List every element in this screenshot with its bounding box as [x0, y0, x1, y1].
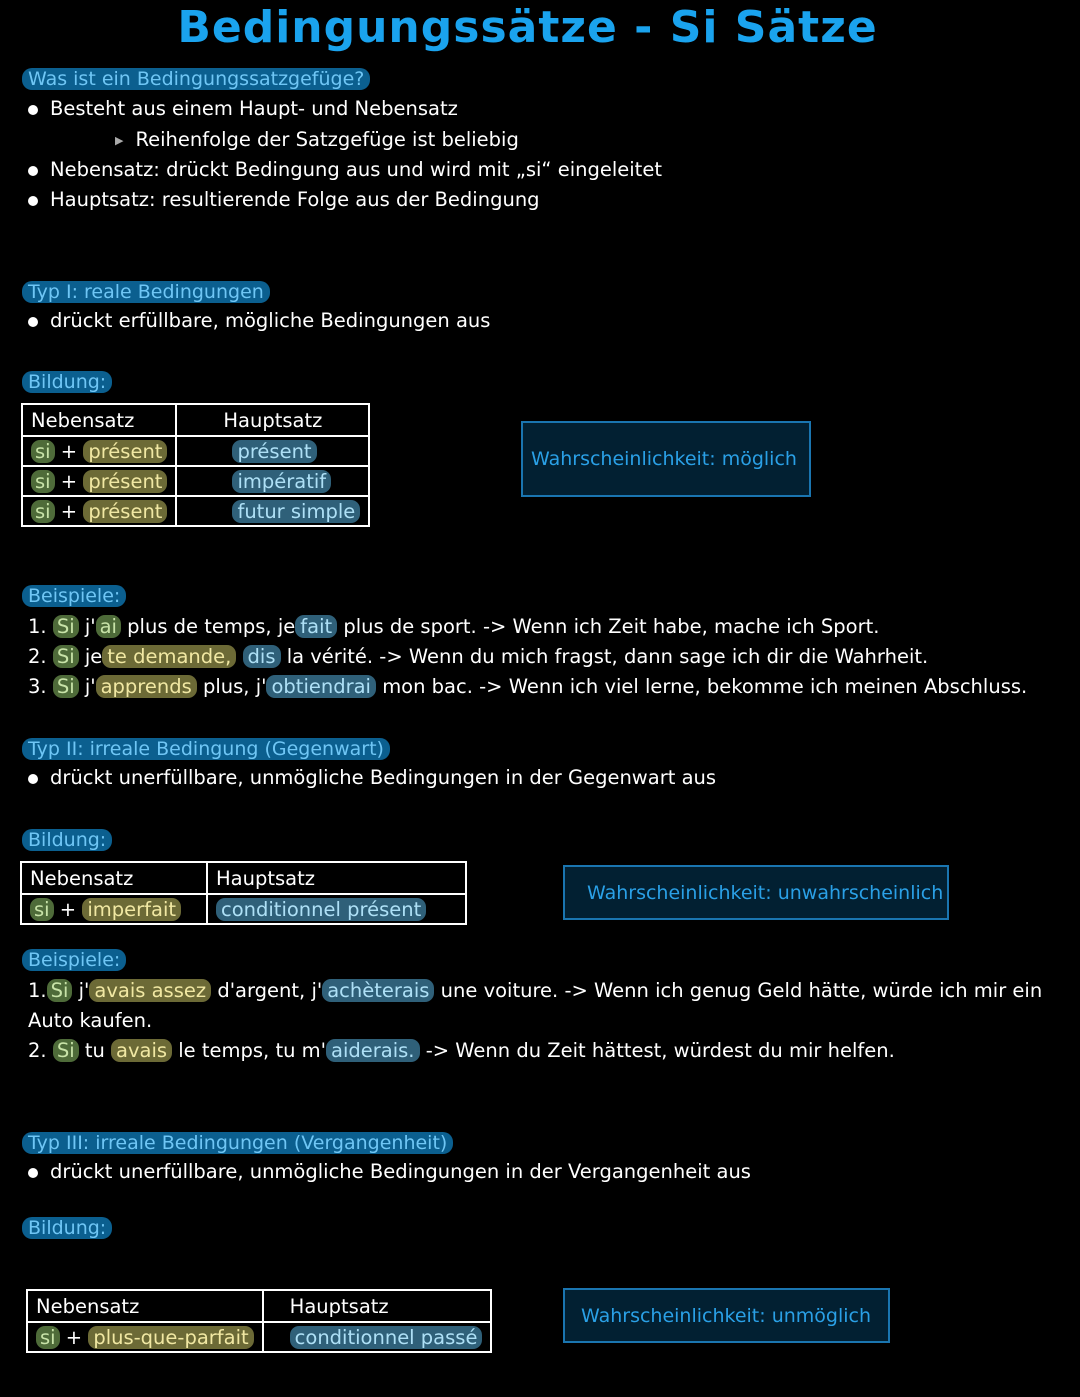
page-title: Bedingungssätze - Si Sätze: [177, 2, 878, 53]
typ3-formation-table: [26, 1289, 492, 1353]
bildung-label: Bildung:: [22, 1217, 112, 1239]
header-nebensatz: Nebensatz: [27, 1290, 263, 1322]
header-nebensatz: Nebensatz: [21, 862, 207, 894]
table-row: [21, 894, 466, 924]
probability-box-typ1: Wahrscheinlichkeit: möglich: [521, 421, 811, 497]
example-line-continuation: Auto kaufen.: [28, 1009, 153, 1032]
table-header-row: [22, 404, 369, 436]
probability-box-typ2: Wahrscheinlichkeit: unwahrscheinlich: [563, 865, 949, 920]
probability-box-typ3: Wahrscheinlichkeit: unmöglich: [563, 1288, 890, 1343]
triangle-bullet-icon: ▶: [115, 133, 124, 147]
nebensatz-cell: si + présent: [22, 436, 176, 466]
bildung-label: Bildung:: [22, 829, 112, 851]
intro-point: Hauptsatz: resultierende Folge aus der Bedingung: [28, 187, 540, 213]
bildung-label: Bildung:: [22, 371, 112, 393]
hauptsatz-cell: futur simple: [176, 496, 369, 526]
header-hauptsatz: Hauptsatz: [263, 1290, 492, 1322]
typ1-description: drückt erfüllbare, mögliche Bedingungen aus: [28, 308, 490, 334]
hauptsatz-cell: impératif: [176, 466, 369, 496]
example-line: 1. Si j' ai plus de temps, je fait plus de sport. -> Wenn ich Zeit habe, mache ich Sport.: [28, 615, 880, 638]
example-line: 2. Si je te demande, dis la vérité. -> Wenn du mich fragst, dann sage ich dir die Wahrheit.: [28, 645, 929, 668]
nebensatz-cell: si + plus-que-parfait: [27, 1322, 263, 1352]
section-heading-intro: Was ist ein Bedingungssatzgefüge?: [22, 68, 370, 90]
table-row: [22, 466, 369, 496]
example-line: 2. Si tu avais le temps, tu m' aiderais. -> Wenn du Zeit hättest, würdest du mir helfen.: [28, 1039, 895, 1062]
example-line: 1. Si j' avais assez d'argent, j' achèterais une voiture. -> Wenn ich genug Geld hätte, würde ich mir ein: [28, 979, 1043, 1002]
hauptsatz-cell: présent: [176, 436, 369, 466]
table-row: [22, 496, 369, 526]
intro-subpoint: ▶ Reihenfolge der Satzgefüge ist beliebig: [115, 128, 519, 151]
section-heading-typ3: Typ III: irreale Bedingungen (Vergangenheit): [22, 1132, 453, 1154]
typ2-formation-table: [20, 861, 467, 925]
table-header-row: [27, 1290, 491, 1322]
hauptsatz-cell: conditionnel passé: [263, 1322, 492, 1352]
header-hauptsatz: Hauptsatz: [207, 862, 466, 894]
beispiele-label: Beispiele:: [22, 585, 126, 607]
section-heading-typ2: Typ II: irreale Bedingung (Gegenwart): [22, 738, 390, 760]
example-line: 3. Si j' apprends plus, j' obtiendrai mon bac. -> Wenn ich viel lerne, bekomme ich meinen Abschluss.: [28, 675, 1028, 698]
nebensatz-cell: si + imperfait: [21, 894, 207, 924]
table-header-row: [21, 862, 466, 894]
section-heading-typ1: Typ I: reale Bedingungen: [22, 281, 270, 303]
table-row: [27, 1322, 491, 1352]
beispiele-label: Beispiele:: [22, 949, 126, 971]
header-hauptsatz: Hauptsatz: [176, 404, 369, 436]
nebensatz-cell: si + présent: [22, 466, 176, 496]
hauptsatz-cell: conditionnel présent: [207, 894, 466, 924]
nebensatz-cell: si + présent: [22, 496, 176, 526]
typ3-description: drückt unerfüllbare, unmögliche Bedingungen in der Vergangenheit aus: [28, 1159, 751, 1185]
intro-point: Besteht aus einem Haupt- und Nebensatz: [28, 96, 458, 122]
table-row: [22, 436, 369, 466]
intro-point: Nebensatz: drückt Bedingung aus und wird mit „si“ eingeleitet: [28, 157, 662, 183]
header-nebensatz: Nebensatz: [22, 404, 176, 436]
typ1-formation-table: [21, 403, 370, 527]
typ2-description: drückt unerfüllbare, unmögliche Bedingungen in der Gegenwart aus: [28, 765, 716, 791]
